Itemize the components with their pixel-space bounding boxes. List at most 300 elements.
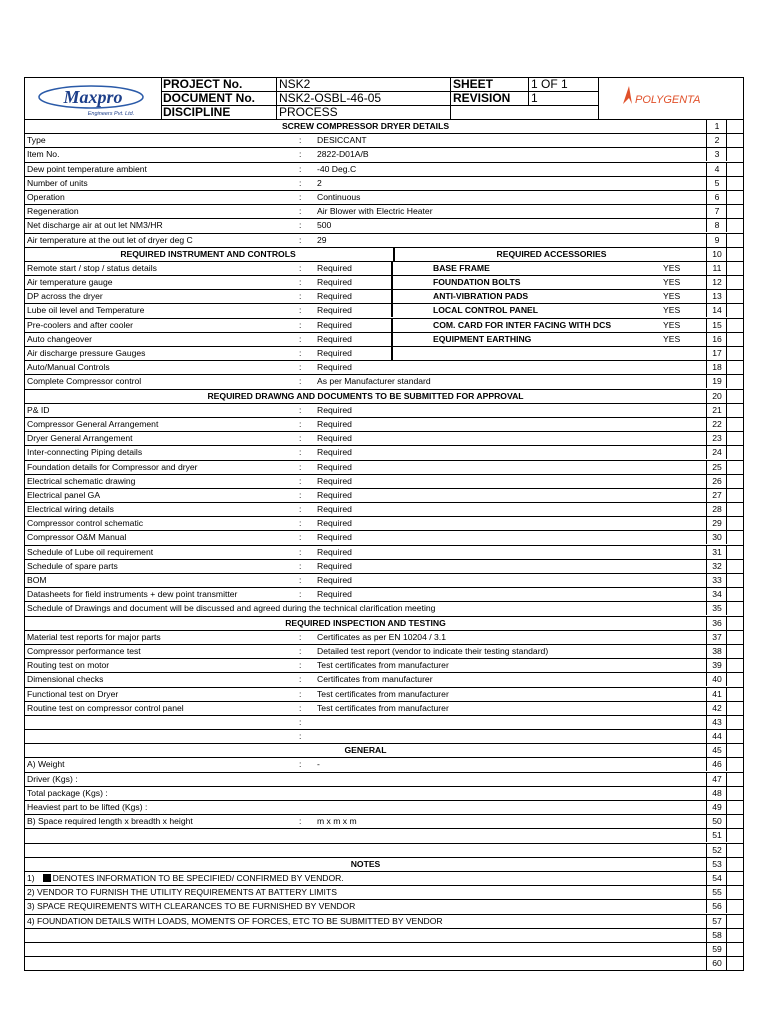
note-number: 1) [27, 872, 35, 883]
row-number: 5 [706, 177, 727, 190]
column-divider [391, 304, 393, 317]
column-divider [391, 290, 393, 303]
field-colon: : [299, 546, 302, 557]
field-colon: : [299, 631, 302, 642]
field-value: - [317, 759, 320, 770]
table-row [25, 517, 743, 531]
row-check-cell [726, 475, 745, 488]
field-label: P& ID [27, 404, 50, 415]
row-check-cell [726, 333, 745, 346]
note-text [27, 915, 703, 928]
row-number: 6 [706, 191, 727, 204]
field-colon: : [299, 716, 302, 727]
field-value: Required [317, 319, 352, 330]
table-row [25, 758, 743, 772]
column-divider [391, 262, 393, 275]
row-check-cell [726, 815, 745, 828]
row-check-cell [726, 418, 745, 431]
table-row [25, 276, 743, 290]
row-number: 40 [706, 673, 727, 686]
row-number: 36 [706, 617, 727, 630]
table-row [25, 191, 743, 205]
field-value: As per Manufacturer standard [317, 376, 431, 387]
field-colon: : [299, 447, 302, 458]
accessory-value: YES [663, 277, 681, 288]
field-colon: : [299, 191, 302, 202]
row-check-cell [726, 574, 745, 587]
table-row [25, 546, 743, 560]
table-row [25, 461, 743, 475]
field-label: Pre-coolers and after cooler [27, 319, 134, 330]
field-colon: : [299, 220, 302, 231]
table-row [25, 262, 743, 276]
table-row [25, 390, 743, 404]
note-text [27, 900, 703, 913]
row-number: 43 [706, 716, 727, 729]
field-colon: : [299, 135, 302, 146]
row-check-cell [726, 319, 745, 332]
field-value: Required [317, 518, 352, 529]
note-number: 3) [27, 901, 35, 912]
discipline-value: PROCESS [277, 106, 451, 120]
row-check-cell [726, 546, 745, 559]
field-value: Required [317, 532, 352, 543]
field-colon: : [299, 688, 302, 699]
table-row [25, 375, 743, 389]
field-colon: : [299, 262, 302, 273]
revision-label: REVISION [451, 92, 529, 106]
field-colon: : [299, 177, 302, 188]
field-colon: : [299, 575, 302, 585]
row-check-cell [726, 234, 745, 247]
field-colon: : [299, 348, 302, 358]
polygenta-logo-icon [599, 78, 743, 119]
row-number: 59 [706, 943, 727, 956]
field-colon: : [299, 433, 302, 444]
field-value: m x m x m [317, 816, 357, 827]
table-row [25, 844, 743, 858]
section-heading: REQUIRED INSPECTION AND TESTING [285, 617, 446, 628]
table-row [25, 404, 743, 418]
field-label: Auto/Manual Controls [27, 362, 110, 373]
table-row [25, 531, 743, 545]
row-check-cell [726, 347, 745, 360]
field-value: Required [317, 333, 352, 344]
table-row [25, 602, 743, 616]
note-number: 4) [27, 915, 35, 926]
document-value: NSK2-OSBL-46-05 [277, 92, 451, 106]
note-content: FOUNDATION DETAILS WITH LOADS, MOMENTS OF FORCES, ETC TO BE SUBMITTED BY VENDOR [37, 915, 443, 926]
row-number: 1 [706, 120, 727, 133]
section-heading-right: REQUIRED ACCESSORIES [393, 248, 708, 261]
row-check-cell [726, 120, 745, 133]
field-colon: : [299, 731, 302, 742]
field-label: Item No. [27, 149, 60, 160]
field-colon: : [299, 163, 302, 174]
table-row [25, 801, 743, 815]
field-value: Required [317, 433, 352, 444]
maxpro-logo [25, 78, 162, 119]
field-label: Lube oil level and Temperature [27, 305, 145, 316]
datasheet [24, 77, 744, 971]
field-label: A) Weight [27, 759, 65, 770]
note-content: DENOTES INFORMATION TO BE SPECIFIED/ CONFIRMED BY VENDOR. [52, 872, 344, 883]
field-colon: : [299, 589, 302, 600]
row-number: 27 [706, 489, 727, 502]
field-label: Datasheets for field instruments + dew point transmitter [27, 589, 238, 600]
field-colon: : [299, 319, 302, 330]
column-divider [391, 333, 393, 346]
accessory-value: YES [663, 305, 681, 316]
row-number: 46 [706, 758, 727, 771]
maxpro-logo-icon [25, 78, 161, 119]
field-label: Electrical panel GA [27, 489, 101, 500]
field-colon: : [299, 206, 302, 217]
table-row [25, 120, 743, 134]
row-check-cell [726, 758, 745, 771]
table-row [25, 234, 743, 248]
row-number: 52 [706, 844, 727, 857]
table-row [25, 673, 743, 687]
row-check-cell [726, 829, 745, 842]
table-row [25, 574, 743, 588]
table-row [25, 319, 743, 333]
row-number: 8 [706, 219, 727, 232]
row-number: 38 [706, 645, 727, 658]
row-number: 55 [706, 886, 727, 899]
table-row [25, 744, 743, 758]
discipline-label: DISCIPLINE [161, 106, 277, 120]
row-check-cell [726, 744, 745, 757]
field-value: Required [317, 291, 352, 302]
field-label: Number of units [27, 177, 88, 188]
table-row [25, 702, 743, 716]
table-row [25, 617, 743, 631]
field-label: Air temperature gauge [27, 277, 113, 288]
polygenta-brand-text: POLYGENTA [635, 94, 701, 106]
table-row [25, 333, 743, 347]
table-row [25, 588, 743, 602]
row-check-cell [726, 432, 745, 445]
row-number: 37 [706, 631, 727, 644]
table-row [25, 886, 743, 900]
row-number: 45 [706, 744, 727, 757]
row-check-cell [726, 191, 745, 204]
row-check-cell [726, 148, 745, 161]
row-check-cell [726, 943, 745, 956]
row-check-cell [726, 489, 745, 502]
section-heading: GENERAL [344, 745, 387, 756]
row-check-cell [726, 375, 745, 388]
field-value: Required [317, 489, 352, 500]
row-number: 33 [706, 574, 727, 587]
row-check-cell [726, 163, 745, 176]
accessory-value: YES [663, 291, 681, 302]
field-value: Required [317, 504, 352, 515]
row-check-cell [726, 219, 745, 232]
row-number: 21 [706, 404, 727, 417]
row-check-cell [726, 631, 745, 644]
table-row [25, 659, 743, 673]
accessory-name: COM. CARD FOR INTER FACING WITH DCS [433, 319, 612, 330]
row-number: 57 [706, 915, 727, 928]
accessory-value: YES [663, 262, 681, 273]
field-value: Detailed test report (vendor to indicate their testing standard) [317, 645, 549, 656]
row-number: 49 [706, 801, 727, 814]
row-number: 13 [706, 290, 727, 303]
field-colon: : [299, 277, 302, 288]
table-row [25, 773, 743, 787]
field-value: Continuous [317, 191, 361, 202]
row-number: 54 [706, 872, 727, 885]
table-row [25, 446, 743, 460]
row-check-cell [726, 602, 745, 615]
field-label: Dew point temperature ambient [27, 163, 147, 174]
column-divider [391, 276, 393, 289]
column-divider [391, 319, 393, 332]
field-label: Dryer General Arrangement [27, 433, 133, 444]
field-colon: : [299, 362, 302, 373]
field-value: Required [317, 277, 352, 288]
row-number: 53 [706, 858, 727, 871]
row-check-cell [726, 446, 745, 459]
row-number: 32 [706, 560, 727, 573]
project-label: PROJECT No. [161, 78, 277, 92]
row-number: 4 [706, 163, 727, 176]
row-number: 10 [706, 248, 727, 261]
note-text [27, 886, 703, 899]
field-value: Required [317, 447, 352, 458]
row-number: 3 [706, 148, 727, 161]
field-label: Material test reports for major parts [27, 631, 161, 642]
row-number: 11 [706, 262, 727, 275]
field-colon: : [299, 504, 302, 515]
field-value: Required [317, 362, 352, 373]
row-check-cell [726, 929, 745, 942]
row-check-cell [726, 248, 745, 261]
table-row [25, 560, 743, 574]
row-number: 14 [706, 304, 727, 317]
field-colon: : [299, 404, 302, 415]
field-colon: : [299, 702, 302, 713]
field-value: 2822-D01A/B [317, 149, 369, 160]
field-value: DESICCANT [317, 135, 367, 146]
row-number: 18 [706, 361, 727, 374]
table-row [25, 304, 743, 318]
note-number: 2) [27, 887, 35, 898]
table-row [25, 177, 743, 191]
table-row [25, 290, 743, 304]
field-colon: : [299, 674, 302, 685]
row-number: 16 [706, 333, 727, 346]
field-label: Routing test on motor [27, 660, 110, 671]
row-number: 24 [706, 446, 727, 459]
table-row [25, 163, 743, 177]
row-number: 2 [706, 134, 727, 147]
document-header [24, 77, 744, 120]
row-check-cell [726, 787, 745, 800]
table-row [25, 347, 743, 361]
field-value: Required [317, 575, 352, 585]
field-label: Remote start / stop / status details [27, 262, 157, 273]
field-value: Test certificates from manufacturer [317, 688, 449, 699]
row-number: 41 [706, 688, 727, 701]
row-check-cell [726, 503, 745, 516]
document-label: DOCUMENT No. [161, 92, 277, 106]
accessory-name: LOCAL CONTROL PANEL [433, 305, 539, 316]
row-check-cell [726, 801, 745, 814]
field-colon: : [299, 149, 302, 160]
field-label: Dimensional checks [27, 674, 104, 685]
field-label: Air temperature at the out let of dryer deg C [27, 234, 193, 245]
column-divider [391, 347, 393, 360]
field-value: 2 [317, 177, 322, 188]
field-label: Inter-connecting Piping details [27, 447, 143, 458]
field-label: Compressor General Arrangement [27, 418, 159, 429]
table-row [25, 943, 743, 957]
row-check-cell [726, 134, 745, 147]
row-number: 7 [706, 205, 727, 218]
field-label: Net discharge air at out let NM3/HR [27, 220, 163, 231]
row-check-cell [726, 177, 745, 190]
row-number: 17 [706, 347, 727, 360]
field-value: Required [317, 589, 352, 600]
field-label: Compressor O&M Manual [27, 532, 127, 543]
field-label: Compressor performance test [27, 645, 141, 656]
field-value: Required [317, 418, 352, 429]
sheet-label: SHEET [451, 78, 529, 92]
table-row [25, 503, 743, 517]
field-colon: : [299, 660, 302, 671]
field-colon: : [299, 418, 302, 429]
logo-subtitle: Engineers Pvt. Ltd. [87, 111, 135, 117]
row-check-cell [726, 588, 745, 601]
table-row [25, 858, 743, 872]
field-label: Electrical schematic drawing [27, 475, 136, 486]
field-colon: : [299, 333, 302, 344]
section-heading-left: REQUIRED INSTRUMENT AND CONTROLS [120, 248, 296, 259]
field-value: Certificates from manufacturer [317, 674, 433, 685]
row-check-cell [726, 461, 745, 474]
field-colon: : [299, 532, 302, 543]
field-label: Compressor control schematic [27, 518, 144, 529]
accessory-name: ANTI-VIBRATION PADS [433, 291, 529, 302]
polygenta-logo [599, 78, 743, 119]
accessory-value: YES [663, 333, 681, 344]
field-label: Routine test on compressor control panel [27, 702, 184, 713]
row-check-cell [726, 617, 745, 630]
row-number: 42 [706, 702, 727, 715]
row-number: 58 [706, 929, 727, 942]
field-colon: : [299, 518, 302, 529]
row-number: 35 [706, 602, 727, 615]
table-row [25, 872, 743, 886]
field-colon: : [299, 291, 302, 302]
field-value: Test certificates from manufacturer [317, 660, 449, 671]
field-value: Test certificates from manufacturer [317, 702, 449, 713]
row-number: 60 [706, 957, 727, 970]
table-row [25, 248, 743, 262]
row-number: 30 [706, 531, 727, 544]
field-label: Air discharge pressure Gauges [27, 348, 146, 358]
row-check-cell [726, 361, 745, 374]
field-value: Required [317, 348, 352, 358]
accessory-name: BASE FRAME [433, 262, 490, 273]
field-label: B) Space required length x breadth x height [27, 816, 193, 827]
field-value: Required [317, 461, 352, 472]
table-row [25, 205, 743, 219]
row-number: 50 [706, 815, 727, 828]
row-check-cell [726, 304, 745, 317]
row-check-cell [726, 659, 745, 672]
field-colon: : [299, 816, 302, 827]
row-number: 47 [706, 773, 727, 786]
field-label: Electrical wiring details [27, 504, 114, 515]
field-value: Required [317, 262, 352, 273]
field-value: Required [317, 305, 352, 316]
row-number: 19 [706, 375, 727, 388]
table-row [25, 915, 743, 929]
row-check-cell [726, 844, 745, 857]
field-value: Required [317, 404, 352, 415]
row-check-cell [726, 688, 745, 701]
table-row [25, 148, 743, 162]
table-row [25, 475, 743, 489]
field-label: Schedule of Lube oil requirement [27, 546, 154, 557]
header-blank-cell [451, 106, 599, 120]
full-width-note: Schedule of Drawings and document will be discussed and agreed during the technical clarification meeting [27, 603, 436, 614]
field-value: 500 [317, 220, 332, 231]
accessory-name: EQUIPMENT EARTHING [433, 333, 532, 344]
row-check-cell [726, 773, 745, 786]
field-label: Regeneration [27, 206, 79, 217]
revision-value: 1 [529, 92, 599, 106]
table-row [25, 815, 743, 829]
field-colon: : [299, 560, 302, 571]
row-number: 31 [706, 546, 727, 559]
row-check-cell [726, 900, 745, 913]
row-check-cell [726, 886, 745, 899]
field-label: DP across the dryer [27, 291, 103, 302]
table-row [25, 489, 743, 503]
row-check-cell [726, 730, 745, 743]
row-number: 9 [706, 234, 727, 247]
field-label: Complete Compressor control [27, 376, 142, 387]
row-number: 29 [706, 517, 727, 530]
field-colon: : [299, 376, 302, 387]
row-check-cell [726, 517, 745, 530]
field-label: Operation [27, 191, 65, 202]
table-row [25, 929, 743, 943]
table-row [25, 957, 743, 971]
section-heading: REQUIRED DRAWNG AND DOCUMENTS TO BE SUBMITTED FOR APPROVAL [207, 390, 524, 401]
field-colon: : [299, 234, 302, 245]
row-check-cell [726, 858, 745, 871]
row-number: 44 [706, 730, 727, 743]
row-number: 39 [706, 659, 727, 672]
row-number: 20 [706, 390, 727, 403]
table-row [25, 645, 743, 659]
field-value: -40 Deg.C [317, 163, 357, 174]
note-content: VENDOR TO FURNISH THE UTILITY REQUIREMENTS AT BATTERY LIMITS [37, 887, 337, 898]
accessory-name: FOUNDATION BOLTS [433, 277, 521, 288]
field-label: Schedule of spare parts [27, 560, 118, 571]
field-value: Certificates as per EN 10204 / 3.1 [317, 631, 446, 642]
row-check-cell [726, 560, 745, 573]
field-label: Auto changeover [27, 333, 92, 344]
row-check-cell [726, 262, 745, 275]
field-colon: : [299, 305, 302, 316]
